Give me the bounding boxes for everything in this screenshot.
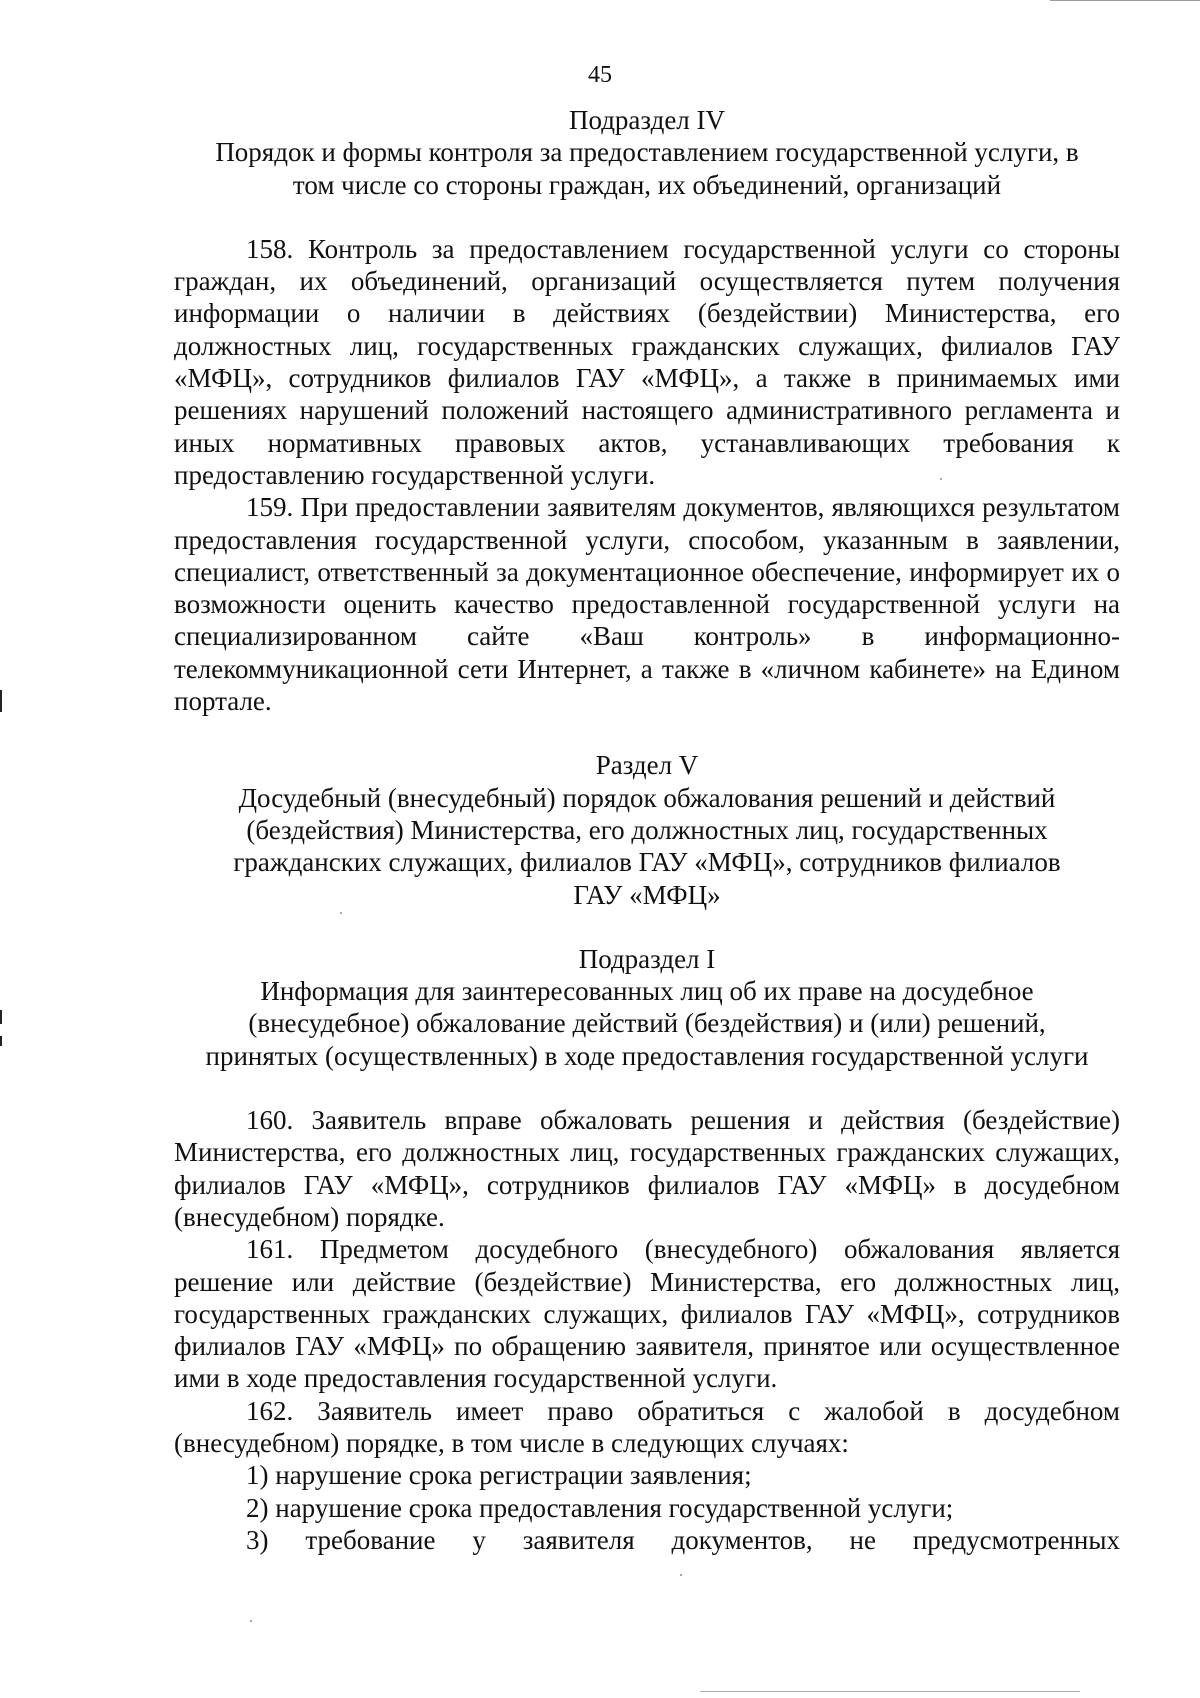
paragraph-158: 158. Контроль за предоставлением государственной услуги со стороны граждан, их объединений, организаций осуществляется путем получения информации о наличии в действиях (бездействии) Министерства, его должностных лиц, государственных гражданских служащих, филиалов ГАУ «МФЦ», сотрудников филиалов ГАУ «МФЦ», а также в принимаемых ими решениях нарушений положений настоящего административного регламента и иных нормативных правовых актов, устанавливающих требования к предоставлению государственной услуги. — [174, 233, 1120, 490]
blank-line — [174, 911, 1120, 943]
scan-speck — [340, 912, 342, 914]
paragraph-160: 160. Заявитель вправе обжаловать решения и действия (бездействие) Министерства, его должностных лиц, государственных гражданских служащих, филиалов ГАУ «МФЦ», сотрудников филиалов ГАУ «МФЦ» в досудебном (внесудебном) порядке. — [174, 1105, 1120, 1232]
list-item: 3) требование у заявителя документов, не предусмотренных — [246, 1524, 1120, 1555]
scan-speck — [940, 478, 942, 480]
section-v-subtitle-line: ГАУ «МФЦ» — [573, 879, 721, 910]
section-v-title: Раздел V — [595, 750, 699, 781]
scan-edge-line — [700, 1691, 1080, 1692]
scan-edge-mark — [0, 1036, 2, 1046]
subsection-i-subtitle-line: Информация для заинтересованных лиц об их праве на досудебное — [260, 976, 1034, 1007]
scan-edge-line — [1050, 0, 1200, 1]
subsection-i-title: Подраздел I — [578, 943, 716, 974]
list-item: 1) нарушение срока регистрации заявления; — [246, 1460, 752, 1491]
scan-edge-mark — [0, 690, 2, 712]
subsection-i-heading — [174, 975, 1120, 1072]
scan-edge-mark — [0, 1010, 2, 1024]
subsection-i-subtitle-line: (внесудебное) обжалование действий (бездействия) и (или) решений, — [248, 1008, 1046, 1039]
paragraph-159: 159. При предоставлении заявителям документов, являющихся результатом предоставления государственной услуги, способом, указанным в заявлении, специалист, ответственный за документационное обеспечение, информирует их о возможности оценить качество предоставленной государственной услуги на специализированном сайте «Ваш контроль» в информационно-телекоммуникационной сети Интернет, а также в «личном кабинете» на Едином портале. — [174, 492, 1120, 717]
document-body — [174, 104, 1120, 1556]
section-v-subtitle-line: гражданских служащих, филиалов ГАУ «МФЦ», сотрудников филиалов — [233, 847, 1061, 878]
section-v-subtitle-line: Досудебный (внесудебный) порядок обжалования решений и действий — [238, 782, 1056, 813]
scan-speck — [250, 1620, 252, 1622]
paragraph-161: 161. Предметом досудебного (внесудебного) обжалования является решение или действие (бездействие) Министерства, его должностных лиц, государственных гражданских служащих, филиалов ГАУ «МФЦ», сотрудников филиалов ГАУ «МФЦ» по обращению заявителя, принятое или осуществленное ими в ходе предоставления государственной услуги. — [174, 1234, 1120, 1394]
section-v-heading — [174, 782, 1120, 911]
paragraph-162: 162. Заявитель имеет право обратиться с жалобой в досудебном (внесудебном) порядке, в том числе в следующих случаях: — [174, 1395, 1120, 1458]
blank-line — [174, 201, 1120, 233]
subsection-iv-heading — [174, 136, 1120, 201]
subsection-iv-title: Подраздел IV — [568, 105, 726, 135]
subsection-iv-subtitle-line: Порядок и формы контроля за предоставлением государственной услуги, в — [215, 137, 1079, 168]
list-item: 2) нарушение срока предоставления государственной услуги; — [246, 1492, 954, 1523]
section-v-subtitle-line: (бездействия) Министерства, его должностных лиц, государственных — [246, 814, 1048, 845]
blank-line — [174, 717, 1120, 749]
subsection-iv-subtitle-line: том числе со стороны граждан, их объединений, организаций — [292, 169, 1002, 200]
scan-speck — [680, 1574, 682, 1576]
blank-line — [174, 1072, 1120, 1104]
page-number: 45 — [588, 62, 612, 88]
subsection-i-subtitle-line: принятых (осуществленных) в ходе предоставления государственной услуги — [205, 1040, 1089, 1071]
